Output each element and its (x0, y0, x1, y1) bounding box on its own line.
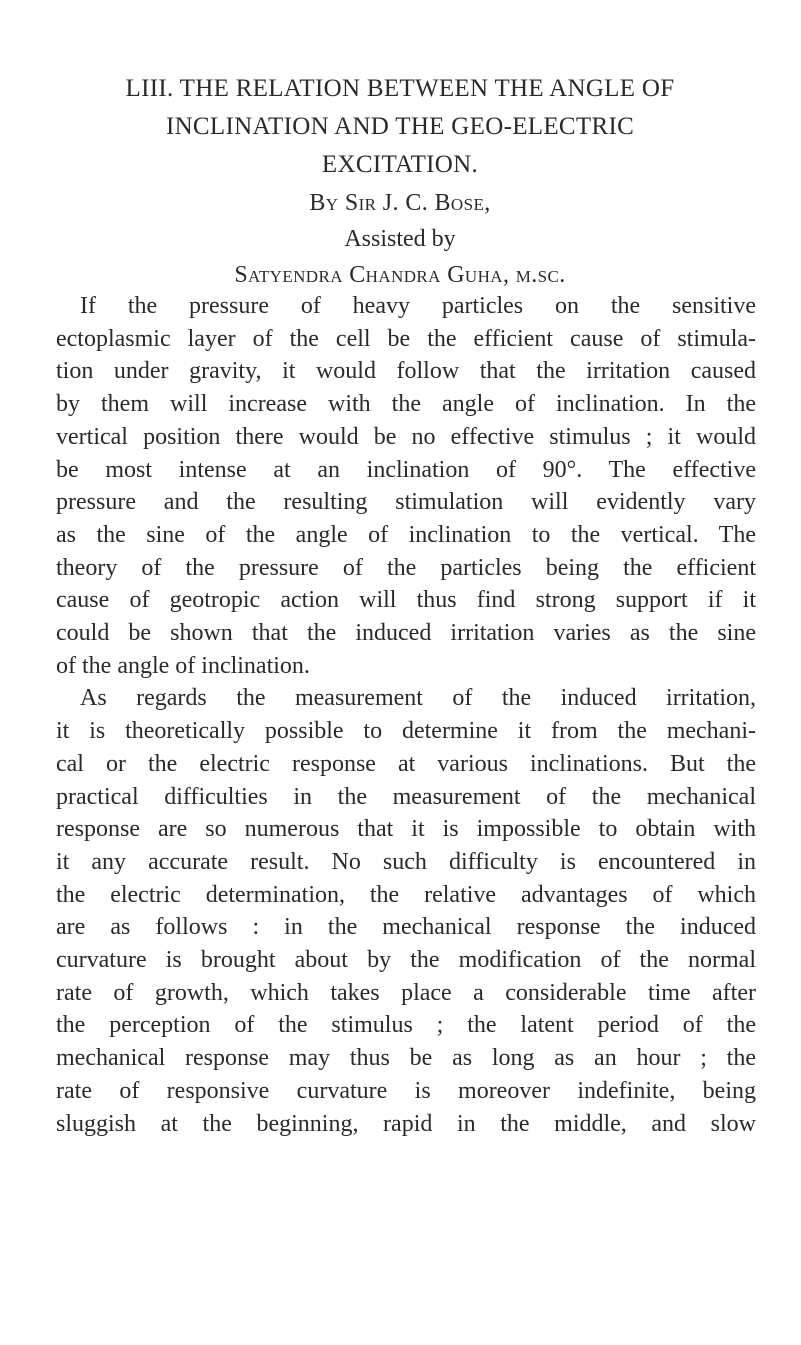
text-line: theory of the pressure of the particles being the efficient (56, 554, 756, 581)
text-line: rate of growth, which takes place a considerable time after (56, 979, 756, 1006)
paragraph-2 (56, 682, 756, 1140)
text-line: are as follows : in the mechanical response the induced (56, 914, 756, 941)
text-line: pressure and the resulting stimulation will evidently vary (56, 489, 756, 516)
text-line: sluggish at the beginning, rapid in the middle, and slow (56, 1110, 756, 1137)
text-line: of the angle of inclination. (56, 652, 310, 679)
text-line: as the sine of the angle of inclination to the vertical. The (56, 521, 756, 548)
text-line: If the pressure of heavy particles on the sensitive (80, 293, 756, 319)
text-line: it any accurate result. No such difficulty is encountered in (56, 848, 756, 875)
text-line: cal or the electric response at various inclinations. But the (56, 750, 756, 777)
assisted-by-line: Assisted by (344, 226, 456, 252)
article-title (44, 70, 756, 184)
text-line: could be shown that the induced irritation varies as the sine (56, 620, 756, 647)
text-line: it is theoretically possible to determine it from the mechani- (56, 718, 756, 745)
text-line: As regards the measurement of the induced irritation, (80, 685, 756, 712)
text-line: curvature is brought about by the modification of the normal (56, 947, 756, 974)
text-line: vertical position there would be no effective stimulus ; it would (56, 423, 756, 450)
text-line: the electric determination, the relative advantages of which (56, 881, 756, 908)
title-line: LIII. THE RELATION BETWEEN THE ANGLE OF (125, 75, 675, 102)
title-line: INCLINATION AND THE GEO-ELECTRIC (165, 113, 635, 140)
author-line: By Sir J. C. Bose, (309, 190, 491, 216)
article-body (56, 290, 756, 1140)
text-line: mechanical response may thus be as long as an hour ; the (56, 1045, 756, 1072)
text-line: cause of geotropic action will thus find strong support if it (56, 587, 756, 614)
text-line: response are so numerous that it is impossible to obtain with (56, 816, 756, 843)
text-line: the perception of the stimulus ; the latent period of the (56, 1012, 756, 1039)
text-line: ectoplasmic layer of the cell be the efficient cause of stimula- (56, 325, 756, 352)
paragraph-1 (56, 290, 756, 682)
text-line: rate of responsive curvature is moreover indefinite, being (56, 1077, 756, 1104)
text-line: tion under gravity, it would follow that the irritation caused (56, 358, 756, 385)
byline (44, 185, 756, 293)
text-line: practical difficulties in the measurement of the mechanical (56, 783, 756, 810)
title-line: EXCITATION. (321, 151, 479, 178)
assistant-line: Satyendra Chandra Guha, m.sc. (234, 262, 566, 288)
text-line: by them will increase with the angle of inclination. In the (56, 391, 756, 418)
text-line: be most intense at an inclination of 90°. The effective (56, 456, 756, 483)
